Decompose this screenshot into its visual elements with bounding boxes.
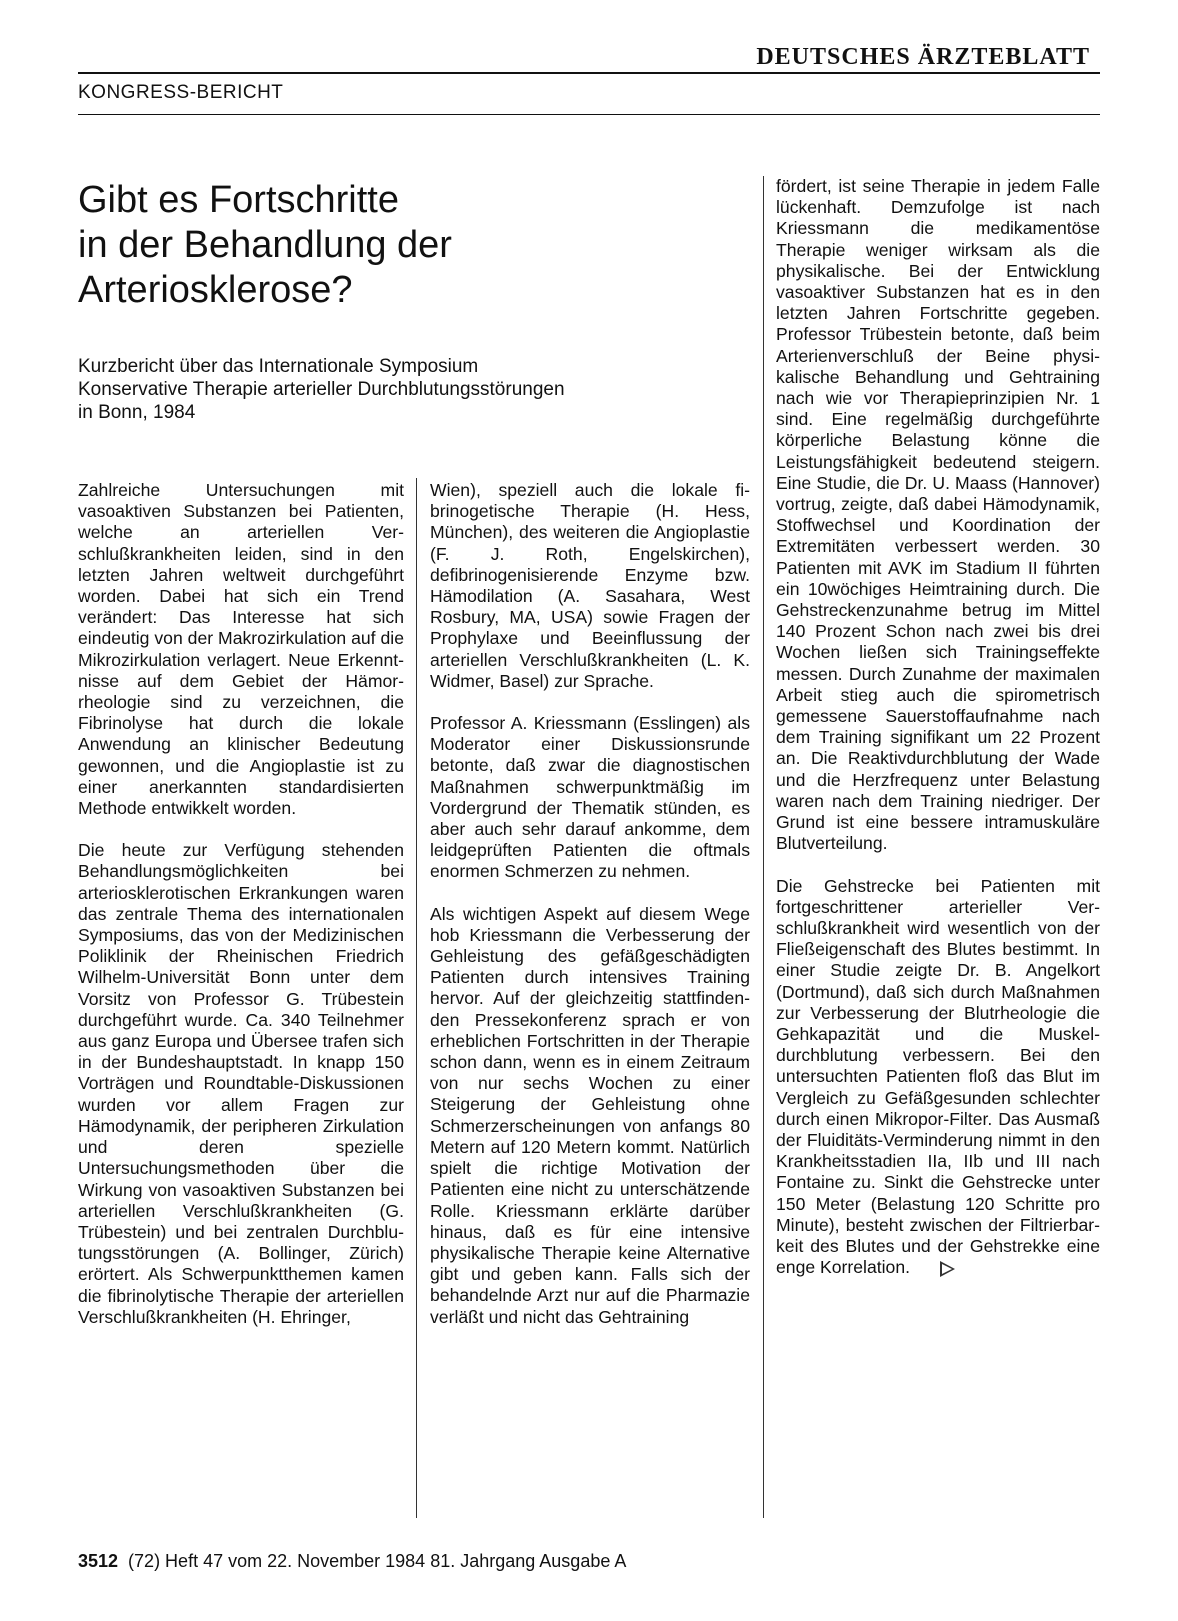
paragraph: Als wichtigen Aspekt auf diesem Wege hob Kriessmann die Verbesserung der Gehleistung des gefäßgeschädigten Patienten durch intensives Training hervor. Auf der gleichzeitig stattfindenden Pressekonferenz sprach er von erheblichen Fortschritten in der Therapie schon dann, wenn es in einem Zeitraum von nur sechs Wochen zu einer Steigerung der Gehleistung ohne Schmerzerscheinungen von anfangs 80 Metern auf 120 Metern kommt. Natürlich spielt die richtige Motivation der Patienten eine nicht zu unterschätzende Rolle. Kriessmann erklärte darüber hinaus, daß es für eine intensive physikalische Therapie keine Alternative gibt und geben kann. Falls sich der behandelnde Arzt nur auf die Pharmazie verläßt und nicht das Gehtraining bbox=[430, 903, 750, 1327]
section-label: KONGRESS-BERICHT bbox=[78, 82, 284, 103]
column-divider bbox=[416, 478, 417, 1518]
continue-arrow-icon bbox=[940, 1261, 955, 1277]
title-line: Arteriosklerose? bbox=[78, 269, 353, 311]
page-footer bbox=[78, 1551, 626, 1572]
paragraph-last bbox=[776, 876, 1100, 1279]
paragraph: Professor A. Kriessmann (Esslingen) als Moderator einer Diskussionsrunde betonte, daß zwar die diagnostischen Maßnahmen schwerpunktmäßig im Vordergrund der Thematik stünden, es aber auch sehr darauf ankomme, dem leidgeprüften Patienten die oftmals enormen Schmerzen zu nehmen. bbox=[430, 713, 750, 882]
subtitle-line: Kurzbericht über das Internationale Symposium bbox=[78, 356, 479, 377]
paragraph-text: Die Gehstrecke bei Patienten mit fortgeschrittener arterieller Verschlußkrankheit wird wesentlich von der Fließeigenschaft des Blutes bestimmt. In einer Studie zeigte Dr. B. Angelkort (Dortmund), daß sich durch Maßnahmen zur Verbesserung der Blutrheologie die Gehkapazität und die Muskeldurchblutung verbessern. Bei den untersuchten Patienten floß das Blut im Vergleich zu Gefäßgesunden schlechter durch einen Mikropor-Filter. Das Ausmaß der Fluiditäts-Verminderung nimmt in den Krankheitsstadien IIa, IIb und III nach Fontaine zu. Sinkt die Gehstrecke unter 150 Meter (Belastung 120 Schritte pro Minute), besteht zwischen der Filtrierbarkeit des Blutes und der Gehstrekke eine enge Korrelation. bbox=[776, 875, 1100, 1278]
column-divider bbox=[763, 176, 764, 1518]
paragraph: fördert, ist seine Therapie in jedem Falle lückenhaft. Demzufolge ist nach Kriessmann die medikamentöse Therapie weniger wirksam als die physikalische. Bei der Entwicklung vasoaktiver Substanzen hat es in den letzten Jahren Fortschritte gegeben. Professor Trübestein betonte, daß beim Arterienverschluß der Beine physikalische Behandlung und Gehtraining nach wie vor Therapieprinzipien Nr. 1 sind. Eine regelmäßig durchgeführte körperliche Belastung könne die Leistungsfähigkeit bedeutend steigern. Eine Studie, die Dr. U. Maass (Hannover) vortrug, zeigte, daß dabei Hämodynamik, Stoffwechsel und Koordination der Extremitäten verbessert werden. 30 Patienten mit AVK im Stadium II führten ein 10wöchiges Heimtraining durch. Die Gehstreckenzunahme betrug im Mittel 140 Prozent Schon nach zwei bis drei Wochen ließen sich Trainingseffekte messen. Durch Zunahme der maximalen Arbeit stieg auch die spirometrisch gemessene Sauerstoffaufnahme nach dem Training signifikant um 22 Prozent an. Die Reaktivdurchblutung der Wade und die Herzfrequenz unter Belastung waren nach dem Training niedriger. Der Grund ist eine bessere intramuskuläre Blutverteilung. bbox=[776, 176, 1100, 854]
article-title bbox=[78, 178, 718, 313]
subtitle-line: in Bonn, 1984 bbox=[78, 402, 196, 423]
issue-info: (72) Heft 47 vom 22. November 1984 81. Jahrgang Ausgabe A bbox=[128, 1551, 627, 1571]
paragraph: Wien), speziell auch die lokale fibrinogetische Therapie (H. Hess, München), des weiteren die Angioplastie (F. J. Roth, Engelskirchen), defibrinogenisierende Enzyme bzw. Hämodilation (A. Sasahara, West Rosbury, MA, USA) sowie Fragen der Prophylaxe und Beeinflussung der arteriellen Verschlußkrankheiten (L. K. Widmer, Basel) zur Sprache. bbox=[430, 480, 750, 691]
title-line: Gibt es Fortschritte bbox=[78, 179, 399, 221]
header-rule bbox=[78, 72, 1100, 74]
paragraph: Die heute zur Verfügung stehenden Behandlungsmöglichkeiten bei arteriosklerotischen Erkrankungen waren das zentrale Thema des internationalen Symposiums, das von der Medizinischen Poliklinik der Rheinischen Friedrich Wilhelm-Universität Bonn unter dem Vorsitz von Professor G. Trübestein durchgeführt wurde. Ca. 340 Teilnehmer aus ganz Europa und Übersee trafen sich in der Bundeshauptstadt. In knapp 150 Vorträgen und Roundtable-Diskussionen wurden vor allem Fragen zur Hämodynamik, der peripheren Zirkulation und deren spezielle Untersuchungsmethoden über die Wirkung von vasoaktiven Substanzen bei arteriellen Verschlußkrankheiten (G. Trübestein) und bei zentralen Durchblutungsstörungen (A. Bollinger, Zürich) erörtert. Als Schwerpunktthemen kamen die fibrinolytische Therapie der arteriellen Verschlußkrankheiten (H. Ehringer, bbox=[78, 840, 404, 1327]
journal-masthead: DEUTSCHES ÄRZTEBLATT bbox=[756, 44, 1090, 70]
title-line: in der Behandlung der bbox=[78, 224, 452, 266]
subtitle-line: Konservative Therapie arterieller Durchblutungsstörungen bbox=[78, 379, 565, 400]
article-subtitle bbox=[78, 355, 718, 424]
section-rule bbox=[78, 114, 1100, 115]
text-column-3 bbox=[776, 176, 1100, 1278]
page-number: 3512 bbox=[78, 1551, 119, 1571]
text-column-2 bbox=[430, 480, 750, 1328]
paragraph: Zahlreiche Untersuchungen mit vasoaktiven Substanzen bei Patienten, welche an arteriellen Verschlußkrankheiten leiden, sind in den letzten Jahren weltweit durchgeführt worden. Dabei hat sich ein Trend verändert: Das Interesse hat sich eindeutig von der Makrozirkulation auf die Mikrozirkulation verlagert. Neue Erkenntnisse auf dem Gebiet der Hämorrheologie sind zu verzeichnen, die Fibrinolyse hat durch die lokale Anwendung an klinischer Bedeutung gewonnen, und die Angioplastie ist zu einer anerkannten standardisierten Methode entwikkelt worden. bbox=[78, 480, 404, 819]
text-column-1 bbox=[78, 480, 404, 1328]
